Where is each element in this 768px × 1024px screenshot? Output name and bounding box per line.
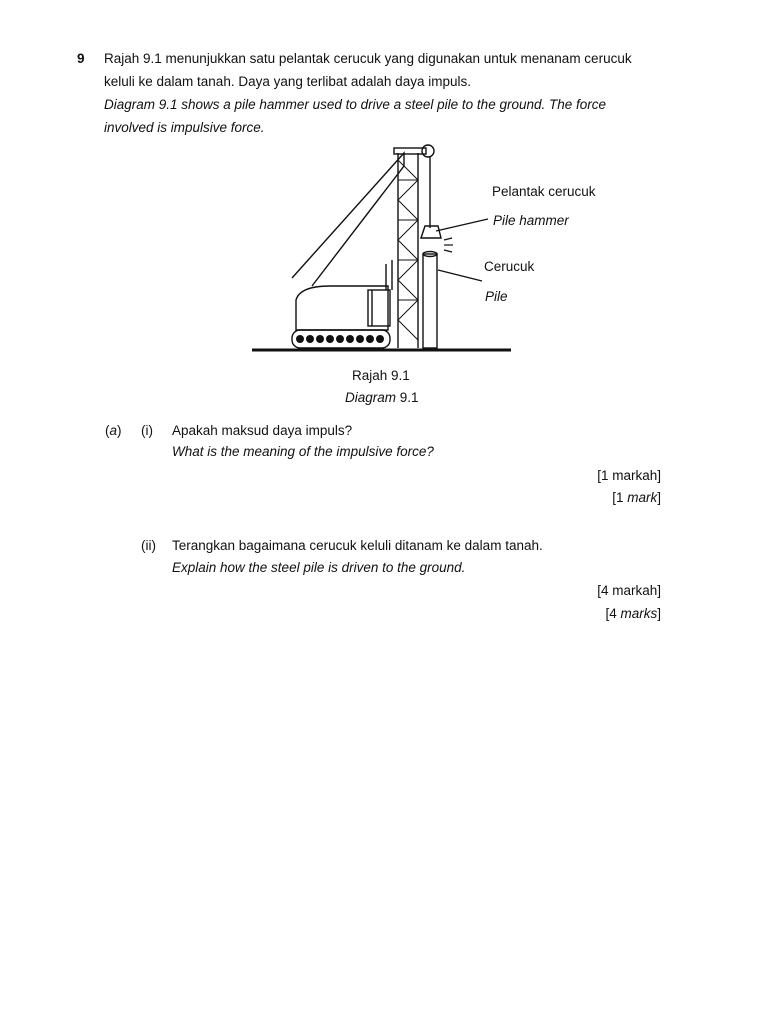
track-wheels xyxy=(296,335,384,343)
intro-malay-line-1: Rajah 9.1 menunjukkan satu pelantak cerucuk yang digunakan untuk menanam cerucuk xyxy=(104,51,632,66)
sub-i-question-malay: Apakah maksud daya impuls? xyxy=(172,423,353,438)
impact-marks xyxy=(444,238,453,252)
sub-i-marks-malay: [1 markah] xyxy=(597,468,661,483)
label-pile-hammer-malay: Pelantak cerucuk xyxy=(492,184,596,199)
diagram-caption-malay: Rajah 9.1 xyxy=(352,368,410,383)
sub-ii-question-malay: Terangkan bagaimana cerucuk keluli ditanam ke dalam tanah. xyxy=(172,538,543,553)
pile-leader-line xyxy=(438,270,482,281)
steel-pile xyxy=(423,254,437,348)
diagram-caption-english: Diagram 9.1 xyxy=(345,390,419,405)
jib-stay xyxy=(292,153,404,286)
tower-top xyxy=(394,148,426,154)
sub-i-marks-english: [1 mark] xyxy=(612,490,661,505)
label-pile-english: Pile xyxy=(485,289,508,304)
sub-i-label: (i) xyxy=(141,423,153,438)
sheave-pulley xyxy=(422,145,434,157)
intro-malay-line-2: keluli ke dalam tanah. Daya yang terlibat adalah daya impuls. xyxy=(104,74,471,89)
label-pile-hammer-english: Pile hammer xyxy=(493,213,569,228)
hammer-leader-line xyxy=(436,219,488,231)
sub-ii-marks-malay: [4 markah] xyxy=(597,583,661,598)
question-number: 9 xyxy=(77,51,85,66)
sub-i-question-english: What is the meaning of the impulsive force? xyxy=(172,444,434,459)
label-pile-malay: Cerucuk xyxy=(484,259,535,274)
intro-english-line-1: Diagram 9.1 shows a pile hammer used to drive a steel pile to the ground. The force xyxy=(104,97,607,112)
machine-body xyxy=(296,286,388,330)
sub-ii-label: (ii) xyxy=(141,538,156,553)
sub-ii-marks-english: [4 marks] xyxy=(605,606,661,621)
pile-hammer-shape xyxy=(421,226,441,238)
sub-ii-question-english: Explain how the steel pile is driven to the ground. xyxy=(172,560,466,575)
intro-english-line-2: involved is impulsive force. xyxy=(104,120,265,135)
part-a-label: (a) xyxy=(105,423,122,438)
tower-lattice xyxy=(398,160,418,340)
